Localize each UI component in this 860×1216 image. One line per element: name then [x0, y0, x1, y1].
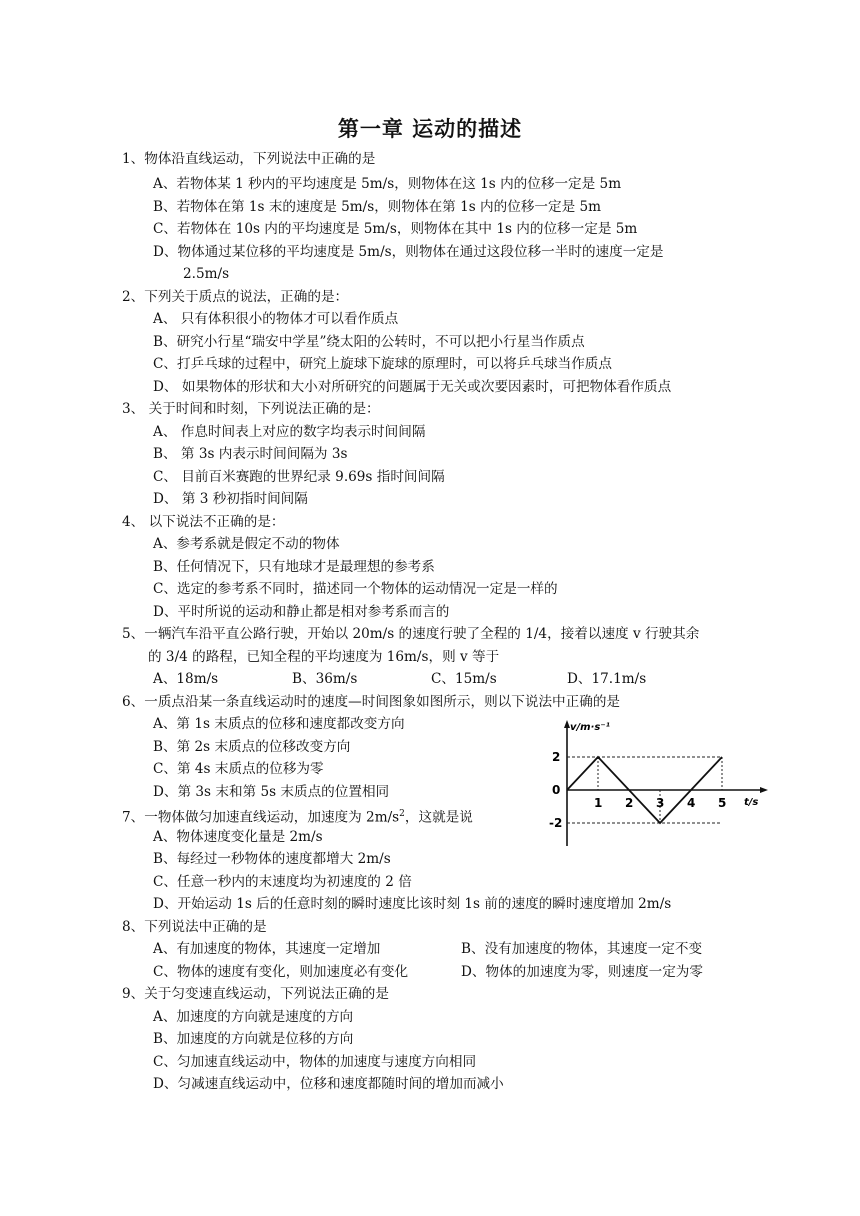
q7-option-c: C、任意一秒内的末速度均为初速度的 2 倍 [153, 874, 412, 890]
q9-stem: 9、关于匀变速直线运动，下列说法正确的是 [122, 986, 389, 1002]
q8-option-d: D、物体的加速度为零，则速度一定为零 [461, 964, 703, 980]
q2-option-c: C、打乒乓球的过程中，研究上旋球下旋球的原理时，可以将乒乓球当作质点 [153, 356, 612, 372]
q7-option-d: D、开始运动 1s 后的任意时刻的瞬时速度比该时刻 1s 前的速度的瞬时速度增加 2m/s [153, 896, 672, 912]
q9-option-b: B、加速度的方向就是位移的方向 [153, 1031, 354, 1047]
x-tick-5: 5 [718, 796, 727, 810]
q9-option-c: C、匀加速直线运动中，物体的加速度与速度方向相同 [153, 1054, 477, 1070]
q7-option-b: B、每经过一秒物体的速度都增大 2m/s [153, 851, 391, 867]
q4-option-d: D、平时所说的运动和静止都是相对参考系而言的 [153, 604, 450, 620]
q9-option-a: A、加速度的方向就是速度的方向 [153, 1009, 354, 1025]
q5-stem: 5、一辆汽车沿平直公路行驶，开始以 20m/s 的速度行驶了全程的 1/4，接着以速度 v 行驶其余 [122, 626, 700, 642]
y-axis-label: v/m·s⁻¹ [570, 722, 610, 733]
q4-option-a: A、参考系就是假定不动的物体 [153, 536, 340, 552]
x-axis-arrow [760, 787, 768, 793]
q6-option-b: B、第 2s 末质点的位移改变方向 [153, 739, 351, 755]
q4-option-c: C、选定的参考系不同时，描述同一个物体的运动情况一定是一样的 [153, 581, 558, 597]
q8-option-b: B、没有加速度的物体，其速度一定不变 [461, 941, 703, 957]
q5-stem-continued: 的 3/4 的路程，已知全程的平均速度为 16m/s，则 v 等于 [148, 649, 500, 665]
q8-stem: 8、下列说法中正确的是 [122, 919, 267, 935]
velocity-time-graph [548, 712, 770, 854]
q2-stem: 2、下列关于质点的说法，正确的是： [122, 289, 349, 305]
q8-option-c: C、物体的速度有变化，则加速度必有变化 [153, 964, 409, 980]
q6-option-c: C、第 4s 末质点的位移为零 [153, 761, 324, 777]
q1-option-a: A、若物体某 1 秒内的平均速度是 5m/s，则物体在这 1s 内的位移一定是 5m [153, 176, 622, 192]
q5-option-a: A、18m/s [153, 671, 219, 687]
q3-stem: 3、 关于时间和时刻，下列说法正确的是： [122, 401, 380, 417]
x-tick-1: 1 [594, 796, 603, 810]
q8-option-a: A、有加速度的物体，其速度一定增加 [153, 941, 381, 957]
x-tick-2: 2 [625, 796, 634, 810]
q5-option-d: D、17.1m/s [567, 671, 647, 687]
q6-stem: 6、一质点沿某一条直线运动时的速度—时间图象如图所示，则以下说法中正确的是 [122, 694, 621, 710]
q1-option-d-continued: 2.5m/s [183, 266, 230, 282]
q2-option-b: B、研究小行星“瑞安中学星”绕太阳的公转时，不可以把小行星当作质点 [153, 334, 585, 350]
x-axis-label: t/s [744, 797, 759, 808]
chapter-title: 第一章 运动的描述 [337, 117, 523, 141]
q3-option-b: B、 第 3s 内表示时间间隔为 3s [153, 446, 348, 462]
q7-option-a: A、物体速度变化量是 2m/s [153, 829, 323, 845]
q2-option-a: A、 只有体积很小的物体才可以看作质点 [153, 311, 399, 327]
y-tick-2: 2 [552, 750, 561, 764]
q1-option-d: D、物体通过某位移的平均速度是 5m/s，则物体在通过这段位移一半时的速度一定是 [153, 244, 664, 260]
x-tick-3: 3 [656, 796, 665, 810]
q1-option-b: B、若物体在第 1s 末的速度是 5m/s，则物体在第 1s 内的位移一定是 5m [153, 199, 602, 215]
q5-option-b: B、36m/s [292, 671, 358, 687]
q2-option-d: D、 如果物体的形状和大小对所研究的问题属于无关或次要因素时，可把物体看作质点 [153, 379, 672, 395]
q9-option-d: D、匀减速直线运动中，位移和速度都随时间的增加而减小 [153, 1076, 504, 1092]
q3-option-c: C、 目前百米赛跑的世界纪录 9.69s 指时间间隔 [153, 469, 445, 485]
q5-option-c: C、15m/s [431, 671, 497, 687]
q4-stem: 4、 以下说法不正确的是： [122, 514, 285, 530]
x-tick-4: 4 [687, 796, 696, 810]
y-tick-neg2: -2 [549, 816, 563, 830]
y-tick-0: 0 [552, 783, 561, 797]
q6-option-d: D、第 3s 末和第 5s 末质点的位置相同 [153, 784, 390, 800]
q1-option-c: C、若物体在 10s 内的平均速度是 5m/s，则物体在其中 1s 内的位移一定是 5m [153, 221, 638, 237]
q1-stem: 1、物体沿直线运动，下列说法中正确的是 [122, 151, 376, 167]
q4-option-b: B、任何情况下，只有地球才是最理想的参考系 [153, 559, 435, 575]
q6-option-a: A、第 1s 末质点的位移和速度都改变方向 [153, 716, 405, 732]
q3-option-a: A、 作息时间表上对应的数字均表示时间间隔 [153, 424, 426, 440]
q3-option-d: D、 第 3 秒初指时间间隔 [153, 491, 308, 507]
q7-stem: 7、一物体做匀加速直线运动，加速度为 $2m/s^2$，这就是说 [122, 809, 473, 826]
